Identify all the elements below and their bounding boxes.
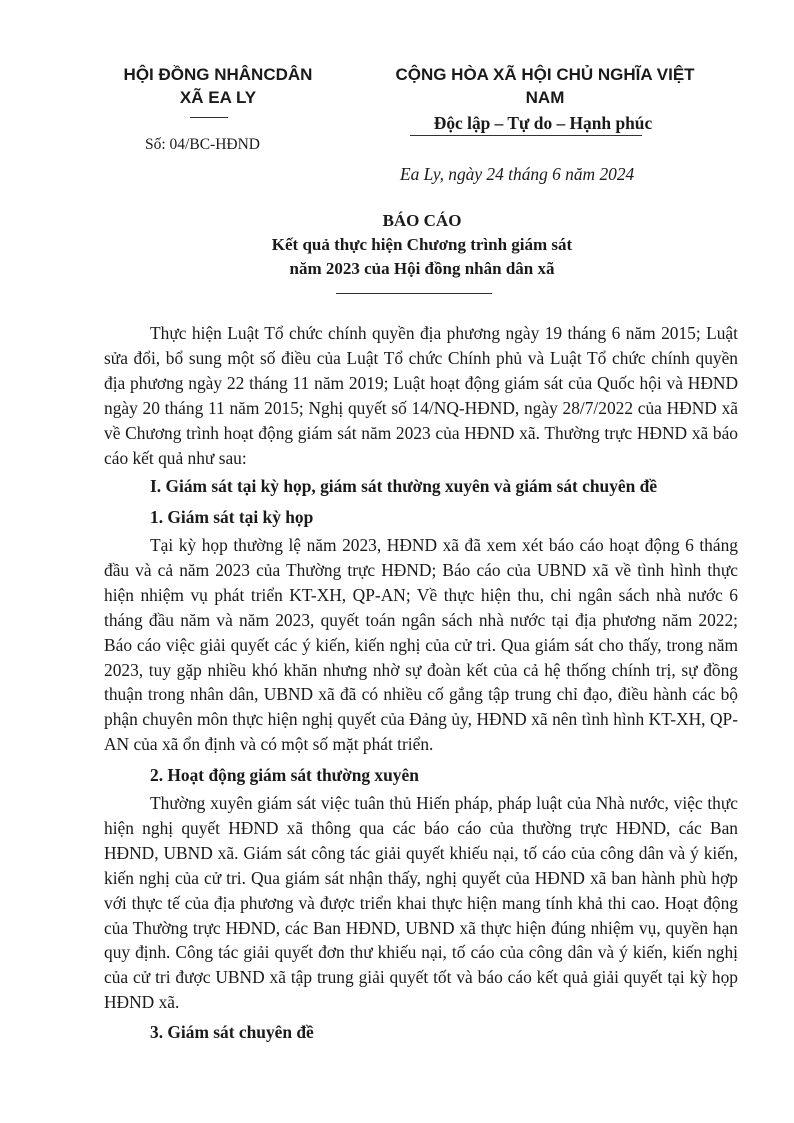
subsection-2-text: Thường xuyên giám sát việc tuân thủ Hiến pháp, pháp luật của Nhà nước, việc thực hiện nghị quyết HĐND xã thông qua các báo cáo của thường trực HĐND, các Ban HĐND, UBND xã. Giám sát công tác giải quyết khiếu nại, tố cáo của công dân và ý kiến, kiến nghị của cử tri. Qua giám sát nhận thấy, nghị quyết của HĐND xã ban hành phù hợp với thực tế của địa phương và được triển khai thực hiện mang tính khả thi cao. Hoạt động của Thường trực HĐND, các Ban HĐND, UBND xã thực hiện đúng nhiệm vụ, quyền hạn quy định. Công tác giải quyết đơn thư khiếu nại, tố cáo của công dân và ý kiến, kiến nghị của cử tri được UBND xã tập trung giải quyết tốt và báo cáo kết quả giải quyết tại kỳ họp HĐND xã. (104, 793, 738, 1013)
report-title (110, 209, 734, 281)
section-1-heading: I. Giám sát tại kỳ họp, giám sát thường xuyên và giám sát chuyên đề (150, 476, 658, 496)
subsection-1-heading: 1. Giám sát tại kỳ họp (150, 507, 314, 527)
national-motto: Độc lập – Tự do – Hạnh phúc (433, 113, 653, 133)
report-title-sub1: Kết quả thực hiện Chương trình giám sát (271, 235, 573, 254)
subsection-1-text: Tại kỳ họp thường lệ năm 2023, HĐND xã đã xem xét báo cáo hoạt động 6 tháng đầu và cả năm 2023 của Thường trực HĐND; Báo cáo của UBND xã về tình hình thực hiện nhiệm vụ phát triển KT-XH, QP-AN; Về thực hiện thu, chi ngân sách nhà nước 6 tháng đầu năm và năm 2023, quyết toán ngân sách nhà nước tại địa phương năm 2022; Báo cáo việc giải quyết các ý kiến, kiến nghị của cử tri. Qua giám sát cho thấy, trong năm 2023, tuy gặp nhiều khó khăn nhưng nhờ sự đoàn kết của cả hệ thống chính trị, sự đồng thuận trong nhân dân, UBND xã đã có nhiều cố gắng tập trung chỉ đạo, điều hành các bộ phận chuyên môn thực hiện nghị quyết của Đảng ủy, HĐND xã nên tình hình KT-XH, QP-AN của xã ổn định và có một số mặt phát triển. (104, 535, 738, 755)
council-name (100, 63, 336, 109)
report-title-sub2: năm 2023 của Hội đồng nhân dân xã (289, 259, 555, 278)
national-title (362, 63, 728, 109)
council-name-line1: HỘI ĐỒNG NHÂNCDÂN (123, 65, 313, 84)
title-divider (336, 293, 492, 294)
intro-paragraph (104, 321, 738, 470)
subsection-3-heading: 3. Giám sát chuyên đề (150, 1022, 314, 1042)
intro-text: Thực hiện Luật Tổ chức chính quyền địa phương ngày 19 tháng 6 năm 2015; Luật sửa đổi, bổ sung một số điều của Luật Tổ chức Chính phủ và Luật Tổ chức chính quyền địa phương ngày 22 tháng 11 năm 2019; Luật hoạt động giám sát của Quốc hội và HĐND ngày 20 tháng 11 năm 2015; Nghị quyết số 14/NQ-HĐND, ngày 28/7/2022 của HĐND xã về Chương trình hoạt động giám sát năm 2023 của HĐND xã. Thường trực HĐND xã báo cáo kết quả như sau: (104, 323, 738, 468)
subsection-2-paragraph (104, 791, 738, 1015)
motto-underline (410, 135, 642, 136)
left-header-divider (190, 117, 228, 118)
council-name-line2: XÃ EA LY (179, 88, 257, 107)
document-number: Số: 04/BC-HĐND (145, 136, 260, 153)
report-title-main: BÁO CÁO (382, 211, 462, 230)
national-title-line2: NAM (525, 88, 565, 107)
subsection-2-heading: 2. Hoạt động giám sát thường xuyên (150, 765, 419, 785)
place-and-date: Ea Ly, ngày 24 tháng 6 năm 2024 (400, 164, 635, 184)
national-title-line1: CỘNG HÒA XÃ HỘI CHỦ NGHĨA VIỆT (395, 65, 695, 84)
subsection-1-paragraph (104, 533, 738, 757)
